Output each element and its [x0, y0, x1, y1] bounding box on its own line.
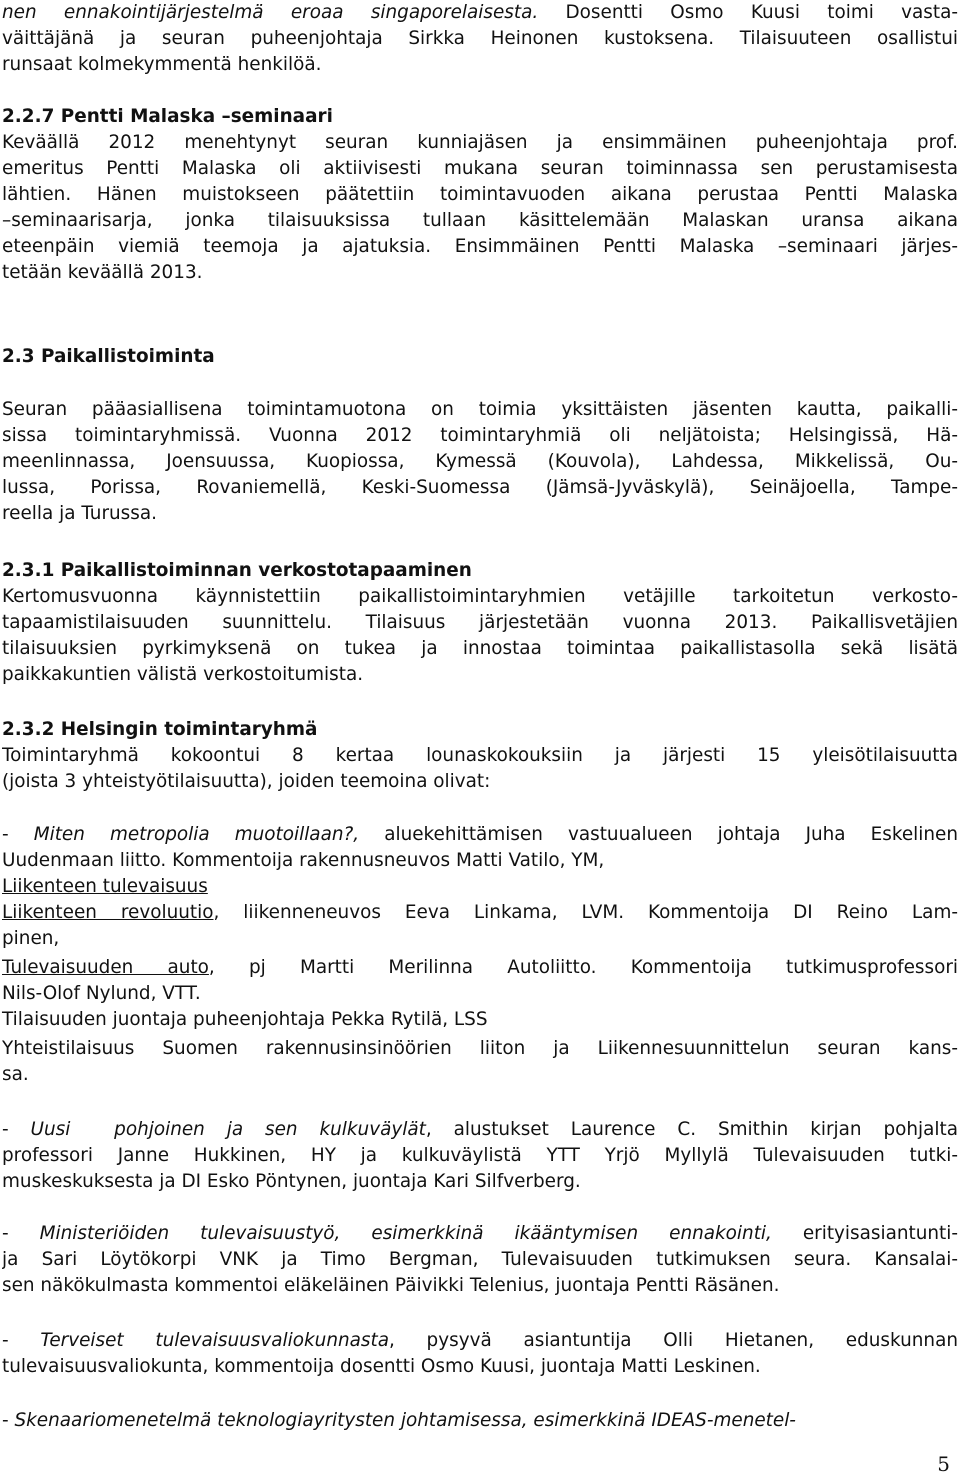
- underlined-topic: Liikenteen revoluutio: [2, 902, 214, 923]
- underlined-topic: Liikenteen tulevaisuus: [2, 876, 208, 897]
- list-item-line: ja Sari Löytökorpi VNK ja Timo Bergman, Tulevaisuuden tutkimuksen seura. Kansalai-: [2, 1249, 958, 1270]
- section-2-3-line-5: reella ja Turussa.: [2, 503, 157, 524]
- list-item-line: Nils-Olof Nylund, VTT.: [2, 983, 201, 1004]
- section-2-3-1-heading: 2.3.1 Paikallistoiminnan verkostotapaaminen: [2, 560, 472, 581]
- intro-line-1: [2, 0, 958, 26]
- list-item: - Miten metropolia muotoillaan?, aluekehittämisen vastuualueen johtaja Juha Eskelinen: [2, 824, 958, 845]
- section-2-2-7-line-4: –seminaarisarja, jonka tilaisuuksissa tullaan käsittelemään Malaskan uransa aikana: [2, 210, 958, 231]
- section-2-2-7-line-1: Keväällä 2012 menehtynyt seuran kunniajäsen ja ensimmäinen puheenjohtaja prof.: [2, 132, 958, 153]
- item-title: Skenaariomenetelmä teknologiayritysten johtamisessa, esimerkkinä IDEAS-menetel-: [14, 1410, 796, 1431]
- section-2-3-2-line-2: (joista 3 yhteistyötilaisuutta), joiden teemoina olivat:: [2, 771, 491, 792]
- list-item-line: sen näkökulmasta kommentoi eläkeläinen Päivikki Telenius, juontaja Pentti Räsänen.: [2, 1275, 780, 1296]
- section-2-3-2-line-1: Toimintaryhmä kokoontui 8 kertaa lounaskokouksiin ja järjesti 15 yleisötilaisuutta: [2, 745, 958, 766]
- list-item-line: Yhteistilaisuus Suomen rakennusinsinöörien liiton ja Liikennesuunnittelun seuran kans-: [2, 1038, 958, 1059]
- list-item-line: Liikenteen revoluutio, liikenneneuvos Eeva Linkama, LVM. Kommentoija DI Reino Lam-: [2, 902, 958, 923]
- section-2-2-7-line-6: tetään keväällä 2013.: [2, 262, 203, 283]
- list-item-line: tulevaisuusvaliokunta, kommentoija dosentti Osmo Kuusi, juontaja Matti Leskinen.: [2, 1356, 761, 1377]
- list-item: - Ministeriöiden tulevaisuustyö, esimerkkinä ikääntymisen ennakointi, erityisasiantunti-: [2, 1223, 958, 1244]
- list-item: - Uusi pohjoinen ja sen kulkuväylät, alustukset Laurence C. Smithin kirjan pohjalta: [2, 1119, 958, 1140]
- item-title: Uusi pohjoinen ja sen kulkuväylät: [30, 1119, 426, 1140]
- section-2-3-heading: 2.3 Paikallistoiminta: [2, 346, 215, 367]
- item-title: Ministeriöiden tulevaisuustyö, esimerkkinä ikääntymisen ennakointi,: [39, 1223, 772, 1244]
- section-2-3-1-line-3: tilaisuuksien pyrkimyksenä on tukea ja innostaa toimintaa paikallistasolla sekä lisätä: [2, 638, 958, 659]
- section-2-3-1-line-2: tapaamistilaisuuden suunnittelu. Tilaisuus järjestetään vuonna 2013. Paikallisvetäjien: [2, 612, 958, 633]
- section-2-3-line-4: lussa, Porissa, Rovaniemellä, Keski-Suomessa (Jämsä-Jyväskylä), Seinäjoella, Tampe-: [2, 477, 958, 498]
- section-2-3-line-3: meenlinnassa, Joensuussa, Kuopiossa, Kymessä (Kouvola), Lahdessa, Mikkelissä, Ou-: [2, 451, 958, 472]
- section-2-3-2-heading: 2.3.2 Helsingin toimintaryhmä: [2, 719, 318, 740]
- list-item-line: muskeskuksesta ja DI Esko Pöntynen, juontaja Kari Silfverberg.: [2, 1171, 581, 1192]
- list-item-line: pinen,: [2, 928, 60, 949]
- list-item: - Terveiset tulevaisuusvaliokunnasta, pysyvä asiantuntija Olli Hietanen, eduskunnan: [2, 1330, 958, 1351]
- section-2-3-line-1: Seuran pääasiallisena toimintamuotona on toimia yksittäisten jäsenten kautta, paikalli-: [2, 399, 958, 420]
- intro-text: Dosentti Osmo Kuusi toimi vasta-: [538, 2, 958, 23]
- intro-italic-text: nen ennakointijärjestelmä eroaa singaporelaisesta.: [2, 2, 539, 23]
- item-title: Miten metropolia muotoillaan?,: [33, 824, 360, 845]
- section-2-3-1-line-4: paikkakuntien välistä verkostoitumista.: [2, 664, 364, 685]
- list-item-line: Tilaisuuden juontaja puheenjohtaja Pekka Rytilä, LSS: [2, 1009, 488, 1030]
- section-2-2-7-line-3: lähtien. Hänen muistokseen päätettiin toimintavuoden aikana perustaa Pentti Malaska: [2, 184, 958, 205]
- list-item: - Skenaariomenetelmä teknologiayritysten johtamisessa, esimerkkinä IDEAS-menetel-: [2, 1410, 796, 1431]
- list-item-line: sa.: [2, 1064, 29, 1085]
- section-2-2-7-heading: 2.2.7 Pentti Malaska –seminaari: [2, 106, 333, 127]
- item-title: Terveiset tulevaisuusvaliokunnasta: [40, 1330, 389, 1351]
- page-number: 5: [937, 1452, 950, 1476]
- section-2-2-7-line-5: eteenpäin viemiä teemoja ja ajatuksia. Ensimmäinen Pentti Malaska –seminaari järjes-: [2, 236, 958, 257]
- list-item-line: Tulevaisuuden auto, pj Martti Merilinna Autoliitto. Kommentoija tutkimusprofessori: [2, 957, 958, 978]
- underlined-topic: Tulevaisuuden auto: [2, 957, 209, 978]
- list-item-line: Uudenmaan liitto. Kommentoija rakennusneuvos Matti Vatilo, YM,: [2, 850, 605, 871]
- list-item-line: professori Janne Hukkinen, HY ja kulkuväylistä YTT Yrjö Myllylä Tulevaisuuden tutki-: [2, 1145, 958, 1166]
- section-2-2-7-line-2: emeritus Pentti Malaska oli aktiivisesti mukana seuran toiminnassa sen perustamisesta: [2, 158, 958, 179]
- section-2-3-line-2: sissa toimintaryhmissä. Vuonna 2012 toimintaryhmiä oli neljätoista; Helsingissä, Hä-: [2, 425, 958, 446]
- section-2-3-1-line-1: Kertomusvuonna käynnistettiin paikallistoimintaryhmien vetäjille tarkoitetun verkosto-: [2, 586, 958, 607]
- intro-line-3: runsaat kolmekymmentä henkilöä.: [2, 54, 322, 75]
- intro-line-2: väittäjänä ja seuran puheenjohtaja Sirkka Heinonen kustoksena. Tilaisuuteen osallistui: [2, 28, 958, 49]
